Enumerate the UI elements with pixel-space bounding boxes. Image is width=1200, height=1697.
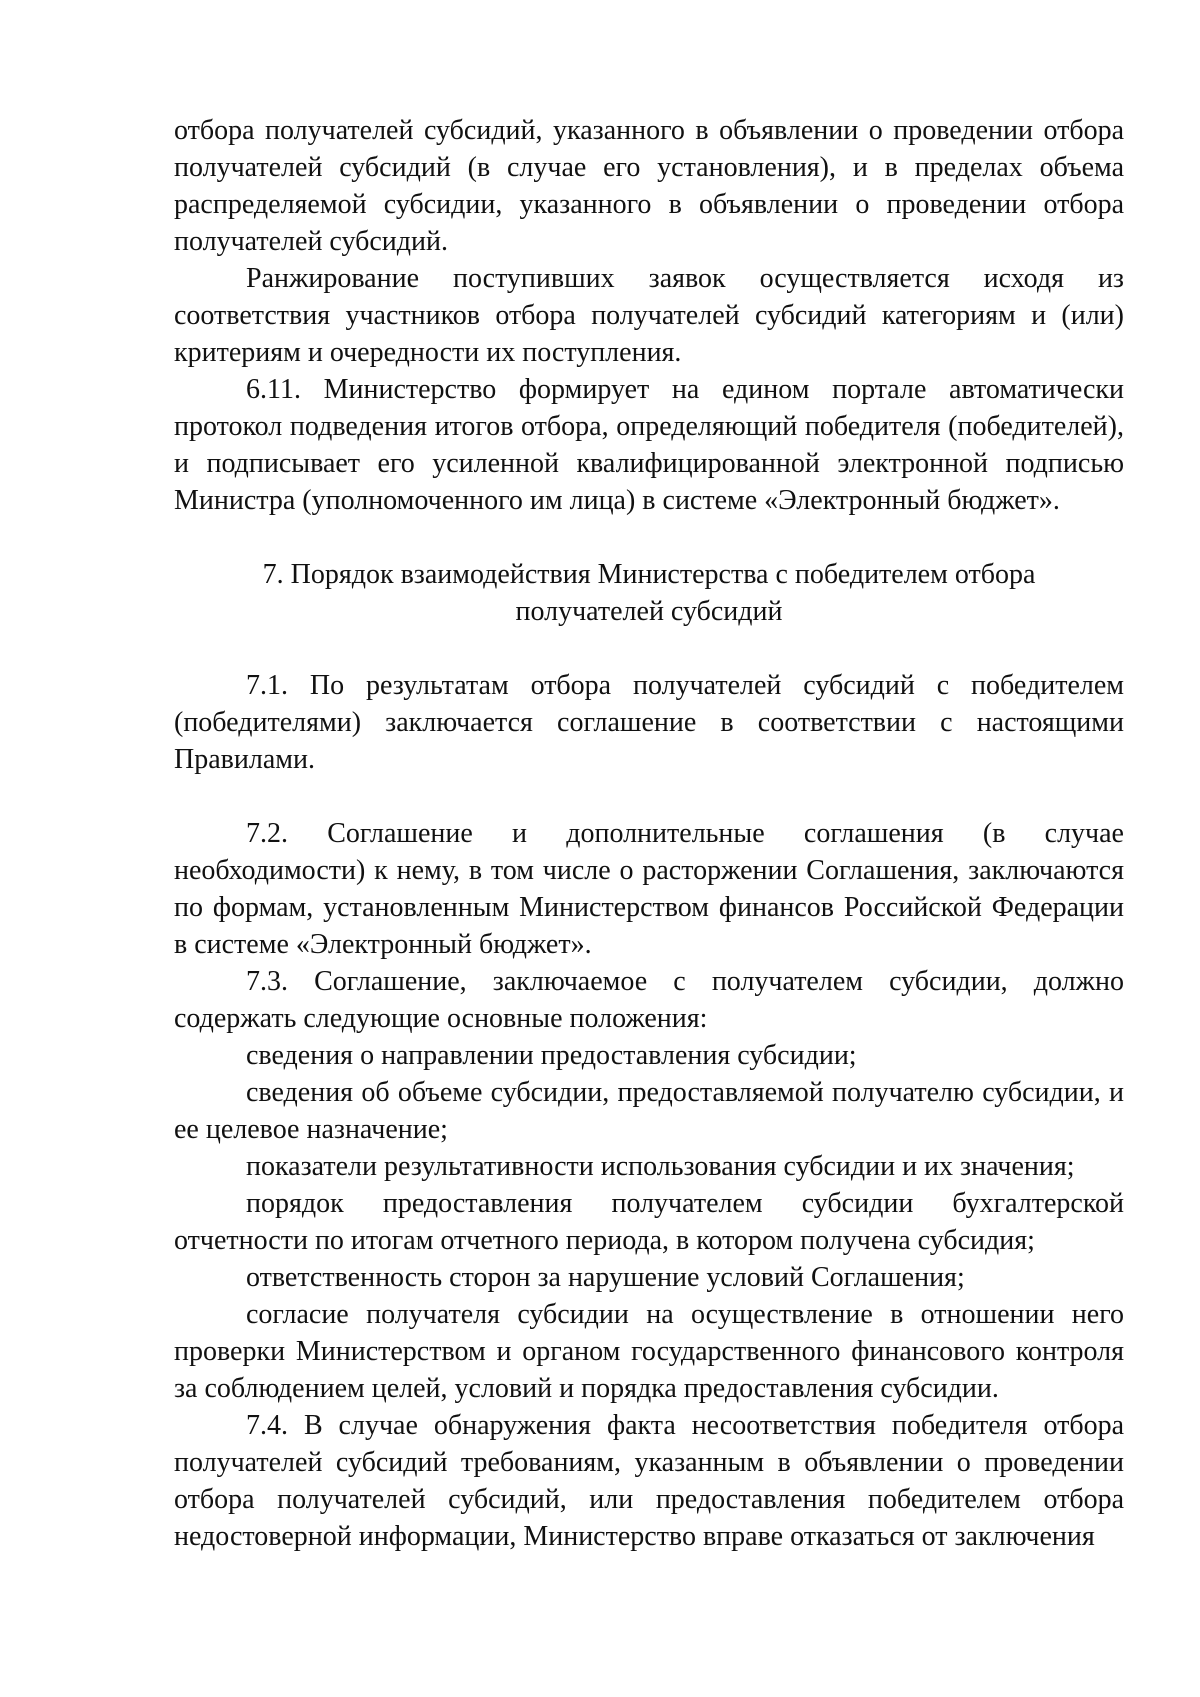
paragraph-7-3: 7.3. Соглашение, заключаемое с получателем субсидии, должно содержать следующие основные положения: — [174, 966, 1124, 1034]
list-item-responsibility: ответственность сторон за нарушение условий Соглашения; — [246, 1262, 965, 1293]
paragraph-7-4: 7.4. В случае обнаружения факта несоответствия победителя отбора получателей субсидий требованиям, указанным в объявлении о проведении отбора получателей субсидий, или предоставления победителем отбора недостоверной информации, Министерство вправе отказаться от заключения — [174, 1410, 1124, 1552]
document-body — [174, 112, 1124, 1555]
paragraph-7-1: 7.1. По результатам отбора получателей субсидий с победителем (победителями) заключается соглашение в соответствии с настоящими Правилами. — [174, 670, 1124, 775]
section-heading-line-1: 7. Порядок взаимодействия Министерства с победителем отбора — [262, 559, 1036, 590]
paragraph-continuation: отбора получателей субсидий, указанного в объявлении о проведении отбора получателей субсидий (в случае его установления), и в пределах объема распределяемой субсидии, указанного в объявлении о проведении отбора получателей субсидий. — [174, 115, 1124, 257]
section-heading-line-2: получателей субсидий — [515, 596, 783, 627]
paragraph-spacer — [174, 778, 1124, 815]
list-item-direction: сведения о направлении предоставления субсидии; — [246, 1040, 857, 1071]
section-heading-7 — [174, 556, 1124, 630]
paragraph-ranking: Ранжирование поступивших заявок осуществляется исходя из соответствия участников отбора получателей субсидий категориям и (или) критериям и очередности их поступления. — [174, 263, 1124, 368]
list-item-reporting: порядок предоставления получателем субсидии бухгалтерской отчетности по итогам отчетного периода, в котором получена субсидия; — [174, 1188, 1124, 1256]
paragraph-6-11: 6.11. Министерство формирует на едином портале автоматически протокол подведения итогов отбора, определяющий победителя (победителей), и подписывает его усиленной квалифицированной электронной подписью Министра (уполномоченного им лица) в системе «Электронный бюджет». — [174, 374, 1124, 516]
list-item-volume: сведения об объеме субсидии, предоставляемой получателю субсидии, и ее целевое назначение; — [174, 1077, 1124, 1145]
list-item-consent: согласие получателя субсидии на осуществление в отношении него проверки Министерством и органом государственного финансового контроля за соблюдением целей, условий и порядка предоставления субсидии. — [174, 1299, 1124, 1404]
paragraph-7-2: 7.2. Соглашение и дополнительные соглашения (в случае необходимости) к нему, в том числе о расторжении Соглашения, заключаются по формам, установленным Министерством финансов Российской Федерации в системе «Электронный бюджет». — [174, 818, 1124, 960]
list-item-indicators: показатели результативности использования субсидии и их значения; — [246, 1151, 1075, 1182]
